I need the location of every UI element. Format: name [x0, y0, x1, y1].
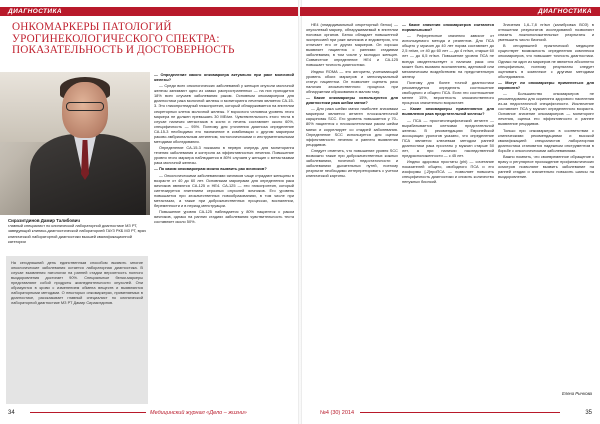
intro-text: На сегодняшний день единственным способом выявить многие онкологические заболевания остается лабораторная диагностика. В случае выявления патологии на ранней стадии вероятность полного выздоровления достигает 90%. Специальные белки-маркеры представляют собой продукты жизнедеятельности опухолей. Они образуются в крови с изменением обмена веществ и выявляются лабораторными методами. О некоторых онкомаркерах, применяемых в диагностике, рассказывает главный специалист по клинической лабораторной диагностике МЗ РТ Дамир Сиразитдинов.	[11, 260, 143, 306]
paragraph: Только при онкомаркерах в соответствии с клиническими рекомендациями и высокой квалификацией специалистов лабораторная диагностика становится надежным инструментом в борьбе с онкологическими заболеваниями.	[498, 127, 594, 153]
author-photo	[0, 72, 150, 215]
paragraph: Индекс здоровья простаты (phi) — сочетание показателей общего, свободного ПСА и его изоформы [-2]проПСА — позволяет повысить специфичность диагностики и снизить количество ненужных биопсий.	[402, 159, 494, 185]
paragraph: — По каким онкомаркерам можно выявить рак яичников?	[154, 166, 267, 172]
paragraph: — Референсные значения зависят от используемого метода и реагентов. Для ПСА общего у мужчин до 40 лет норма составляет до 2,5 нг/мл, от 40 до 60 лет — до 4 нг/мл, старше 60 лет — до 6,5 нг/мл. Повышение уровня ПСА не всегда свидетельствует о наличии рака: оно может быть вызвано воспалением, аденомой или механическим воздействием на предстательную железу.	[402, 33, 494, 79]
issue-number: №4 (30) 2014	[320, 410, 355, 416]
caption-text: главный специалист по клинической лабораторной диагностике МЗ РТ, заведующий клинико-диагностической лабораторией ГАУЗ РКБ МЗ РТ, врач клинической лабораторной диагностики высшей квалификационной категории	[8, 223, 146, 244]
rubric-label-left: ДИАГНОСТИКА	[8, 8, 62, 15]
paragraph: Повышение уровня СА-125 наблюдается у 80% пациенток с раком яичников, однако на ранних стадиях заболевания чувствительность теста составляет около 50%.	[154, 209, 294, 225]
paragraph: — Для рака шейки матки наиболее значимым маркером является антиген плоскоклеточной карциномы SCC. Его уровень повышается у 70–80% пациенток с плоскоклеточным раком шейки матки и коррелирует со стадией заболевания. Определение SCC используется для оценки эффективности лечения и раннего выявления рецидивов.	[306, 106, 398, 147]
paragraph: — Какие онкомаркеры используются для диагностики рака шейки матки?	[306, 95, 398, 106]
right-page	[300, 0, 600, 424]
paragraph: Значения 1,6–7,8 нг/мл (калибровка ВОЗ) в отношении результатов исследований позволяют снизить ложноположительные результаты и уменьшить число биопсий.	[498, 22, 594, 43]
column-right-3	[498, 22, 594, 404]
paragraph: — Среди всех онкологических заболеваний у женщин опухоли молочной железы занимают одно из самых распространенных — на них приходится 18% всех случаев заболевания раком. Основным онкомаркером для диагностики рака молочной железы и мониторинга лечения является СА-15-3. Это гликопротеидный гликопротеин, который обнаруживается на эпителии секреторных клеток молочной железы. У взрослого человека уровень этого маркера не должен превышать 30 МЕ/мл. Чувствительность этого теста в случае наличия метастазов в кости и печень составляет около 60%, специфичность — 95%. Поэтому для уточнения диагноза определение СА-15-3 необходимо его назначение в комбинации с другим маркером раково-эмбриональным антигеном, гистологическими и инструментальными методами обследования.	[154, 83, 294, 144]
rubric-label-right: ДИАГНОСТИКА	[538, 8, 592, 15]
footer-rule-left	[30, 412, 146, 413]
paragraph: — Большинство онкомаркеров не рекомендованы для скрининга здорового населения из-за недостаточной специфичности. Исключение составляет ПСА у мужчин определенного возраста. Основное значение онкомаркеров — мониторинг лечения, оценка его эффективности и раннее выявление рецидивов.	[498, 91, 594, 127]
paragraph: — ПСА — простатспецифический антиген — вырабатывается клетками предстательной железы. В рекомендациях Европейской ассоциации урологов указано, что определение ПСА является ключевым методом ранней диагностики рака простаты у мужчин старше 50 лет, а при наличии наследственной предрасположенности — с 45 лет.	[402, 117, 494, 158]
paragraph: — Могут ли онкомаркеры применяться для скрининга?	[498, 79, 594, 90]
photo-glasses	[66, 102, 104, 111]
column-right-1	[306, 22, 398, 404]
paragraph: — Какие онкомаркеры применяются для выявления рака предстательной железы?	[402, 106, 494, 117]
author-signature: Елена Рычкова	[561, 391, 592, 396]
paragraph: Важно помнить, что своевременное обращение к врачу и регулярное прохождение профилактических осмотров позволяют выявить заболевание на ранней стадии и значительно повысить шансы на выздоровление.	[498, 154, 594, 180]
rubric-bar-left	[0, 7, 300, 16]
paragraph: — Определение какого онкомаркера актуально при раке молочной железы?	[154, 72, 294, 83]
paragraph: Следует отметить, что повышение уровня SCC возможно также при доброкачественных кожных заболеваниях, почечной недостаточности и заболеваниях дыхательных путей, поэтому результат необходимо интерпретировать с учетом клинической картины.	[306, 147, 398, 179]
paragraph: — Онкологическими заболеваниями яичников чаще страдают женщины в возрасте от 40 до 60 лет. Основными маркерами для определения рака яичников являются СА-125 и НЕ4. СА-125 — это гликопротеин, который синтезируется эпителием серозных опухолей яичников. Его уровень повышается при злокачественных новообразованиях, в том числе при метастазах, а также при доброкачественных процессах, воспалении, беременности и в период менструации.	[154, 172, 294, 208]
column-left-2	[154, 72, 294, 404]
journal-name: Медицинский журнал «Дело – жизни»	[150, 410, 247, 416]
footer-rule-right	[360, 412, 560, 413]
paragraph: Индекс ROMA — это алгоритм, учитывающий уровень обоих маркеров и менопаузальный статус пациентки. Он позволяет оценить риск наличия злокачественного процесса при обнаружении образования в малом тазу.	[306, 68, 398, 94]
caption-name: Сиразитдинов Дамир Талибович	[8, 218, 81, 223]
paragraph: Поэтому для более точной диагностики рекомендуется определять соотношение свободного и общего ПСА. Если это соотношение менее 15%, вероятность злокачественного процесса значительно возрастает.	[402, 79, 494, 106]
rubric-bar-right	[300, 7, 600, 16]
footer-right	[300, 408, 600, 418]
paragraph: Определение СА-15-3 показано в первую очередь для мониторинга течения заболевания и контроля за эффективностью лечения. Повышение уровня этого маркера наблюдается в 80% случаев у женщин с метастазами рака молочной железы.	[154, 145, 294, 166]
paragraph: В сегодняшней практической медицине существует возможность определения комплекса онкомаркеров, что повышает точность диагностики. Однако ни один из маркеров не является абсолютно специфичным, поэтому результаты следует оценивать в комплексе с другими методами обследования.	[498, 43, 594, 79]
page-number-left: 34	[8, 410, 15, 416]
footer-left	[0, 408, 300, 418]
photo-caption	[8, 218, 148, 244]
article-title: ОНКОМАРКЕРЫ ПАТОЛОГИЙ УРОГИНЕКОЛОГИЧЕСКОГО СПЕКТРА: ПОКАЗАТЕЛЬНОСТЬ И ДОСТОВЕРНОСТЬ	[12, 21, 235, 56]
paragraph: НЕ4 (эпидидимальный секреторный белок) — опухолевый маркер, обнаруживаемый в эпителии половых органов. Белок обладает повышенной экспрессией при раке яичников и эндометрия, что отличает его от других маркеров. Он хорошо выявляет пациенток с ранними стадиями заболевания, в том числе у молодых женщин. Совместное определение НЕ4 и СА-125 повышает точность диагностики.	[306, 22, 398, 68]
column-right-2	[402, 22, 494, 404]
page-number-right: 35	[585, 410, 592, 416]
intro-box	[6, 256, 148, 404]
paragraph: — Какие значения онкомаркеров считаются нормальными?	[402, 22, 494, 33]
